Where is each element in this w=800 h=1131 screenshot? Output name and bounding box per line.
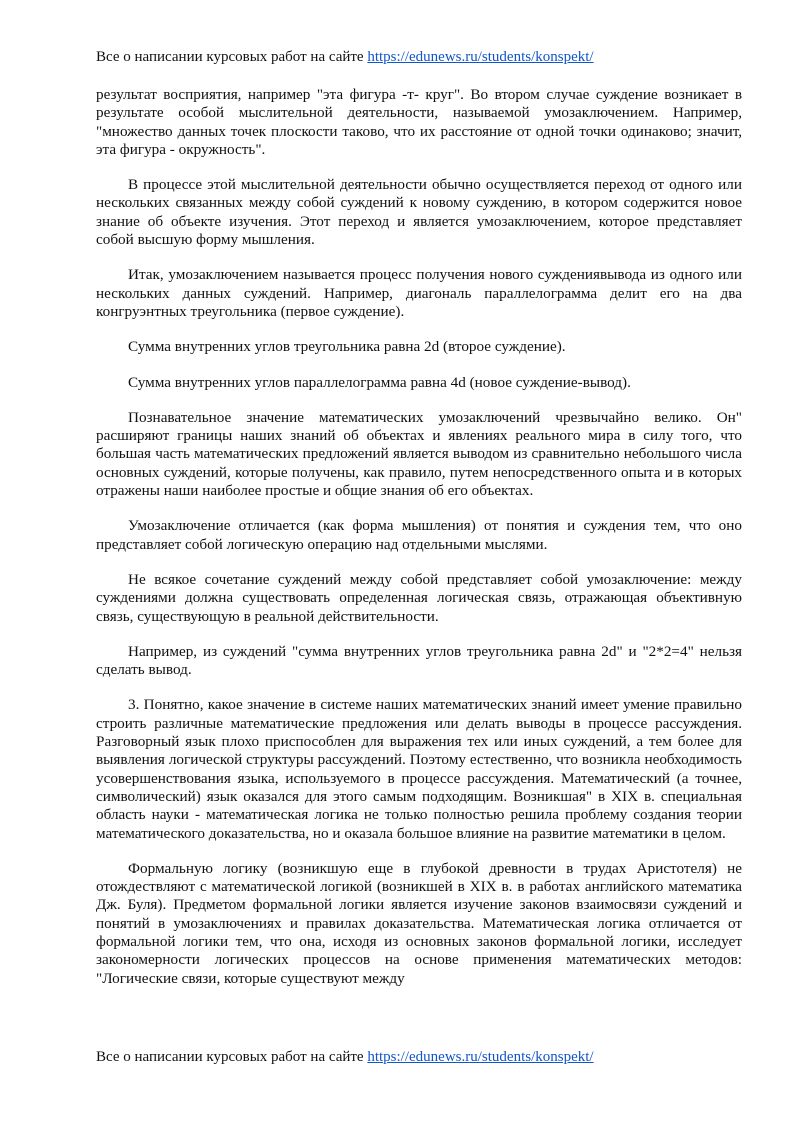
paragraph-10: 3. Понятно, какое значение в системе наших математических знаний имеет умение правильно строить различные математические предложения или делать выводы в процессе рассуждения. Разговорный язык плохо приспособлен для выражения тех или иных суждений, а тем более для выявления логической структуры рассуждений. Поэтому естественно, что возникла необходимость усовершенствования языка, используемого в процессе рассуждения. Математический (а точнее, символический) язык оказался для этого самым подходящим. Возникшая" в XIX в. специальная область науки - математическая логика не только полностью решила проблему создания теории математического доказательства, но и оказала большое влияние на развитие математики в целом.: [96, 696, 742, 842]
page-footer: [96, 1048, 736, 1066]
paragraph-8: Не всякое сочетание суждений между собой представляет собой умозаключение: между суждениями должна существовать определенная логическая связь, отражающая объективную связь, существующую в реальной действительности.: [96, 570, 742, 625]
paragraph-5: Сумма внутренних углов параллелограмма равна 4d (новое суждение-вывод).: [128, 373, 631, 391]
paragraph-7: Умозаключение отличается (как форма мышления) от понятия и суждения тем, что оно представляет собой логическую операцию над отдельными мыслями.: [96, 517, 742, 553]
footer-link[interactable]: https://edunews.ru/students/konspekt/: [367, 1049, 594, 1065]
page-header: [96, 48, 736, 66]
paragraph-3: Итак, умозаключением называется процесс получения нового суждениявывода из одного или нескольких данных суждений. Например, диагональ параллелограмма делит его на два конгруэнтных треугольника (первое суждение).: [96, 266, 742, 320]
paragraph-2: В процессе этой мыслительной деятельности обычно осуществляется переход от одного или нескольких связанных между собой суждений к новому суждению, в котором содержится новое знание об объекте изучения. Этот переход и является умозаключением, которое представляет собой высшую форму мышления.: [96, 176, 742, 249]
document-body: [96, 86, 742, 1036]
paragraph-9: Например, из суждений "сумма внутренних углов треугольника равна 2d" и "2*2=4" нельзя сделать вывод.: [96, 642, 742, 679]
paragraph-4: Сумма внутренних углов треугольника равна 2d (второе суждение).: [128, 338, 566, 356]
paragraph-11: Формальную логику (возникшую еще в глубокой древности в трудах Аристотеля) не отождествляют с математической логикой (возникшей в XIX в. в работах английского математика Дж. Буля). Предметом формальной логики является изучение законов взаимосвязи суждений и понятий в умозаключениях и правилах доказательства. Математическая логика отличается от формальной логики тем, что она, исходя из основных законов формальной логики, исследует закономерности логических процессов на основе применения математических методов: "Логические связи, которые существуют между: [96, 859, 742, 987]
paragraph-6: Познавательное значение математических умозаключений чрезвычайно велико. Он" расширяют границы наших знаний об объектах и явлениях реального мира в силу того, что большая часть математических предложений является выводом из сравнительно небольшого числа основных суждений, которые получены, как правило, путем непосредственного опыта и в которых отражены наши наиболее простые и общие знания об его объектах.: [96, 408, 742, 500]
header-link[interactable]: https://edunews.ru/students/konspekt/: [367, 49, 594, 65]
paragraph-1: результат восприятия, например "эта фигура -т- круг". Во втором случае суждение возникает в результате особой мыслительной деятельности, называемой умозаключением. Например, "множество данных точек плоскости таково, что их расстояние от одной точки одинаково; значит, эта фигура - окружность".: [96, 86, 742, 158]
footer-prefix: Все о написании курсовых работ на сайте: [96, 1049, 368, 1065]
header-prefix: Все о написании курсовых работ на сайте: [96, 49, 368, 65]
